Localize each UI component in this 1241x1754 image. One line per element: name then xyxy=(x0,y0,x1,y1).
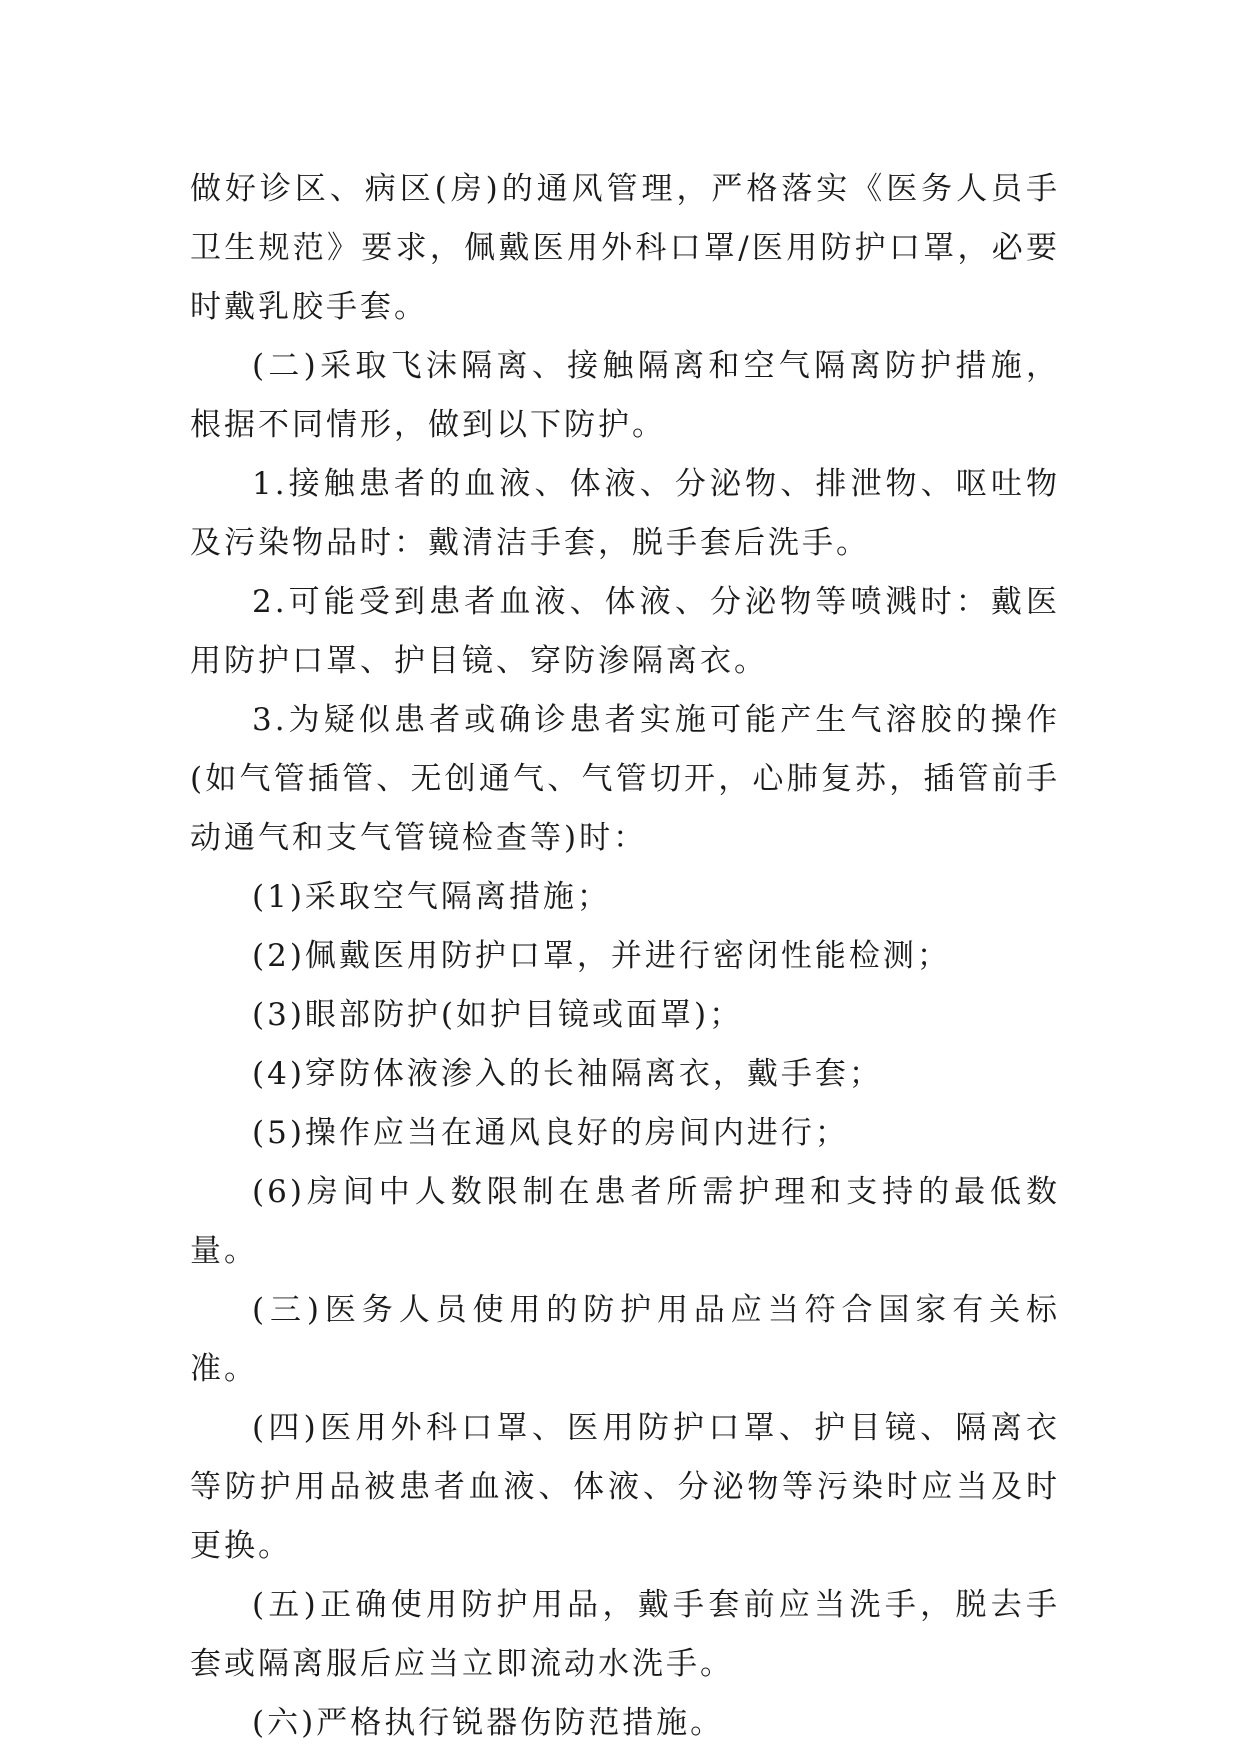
paragraph: (三)医务人员使用的防护用品应当符合国家有关标准。 xyxy=(190,1292,1060,1387)
paragraph: (二)采取飞沫隔离、接触隔离和空气隔离防护措施，根据不同情形，做到以下防护。 xyxy=(190,348,1060,443)
paragraph: (4)穿防体液渗入的长袖隔离衣，戴手套； xyxy=(252,1056,883,1092)
paragraph: (五)正确使用防护用品，戴手套前应当洗手，脱去手套或隔离服后应当立即流动水洗手。 xyxy=(190,1587,1060,1682)
paragraph: (四)医用外科口罩、医用防护口罩、护目镜、隔离衣等防护用品被患者血液、体液、分泌物等污染时应当及时更换。 xyxy=(190,1410,1060,1564)
paragraph: (六)严格执行锐器伤防范措施。 xyxy=(252,1705,725,1741)
paragraph: (2)佩戴医用防护口罩，并进行密闭性能检测； xyxy=(252,938,951,974)
paragraph: (1)采取空气隔离措施； xyxy=(252,879,611,915)
document-body xyxy=(190,160,1060,1753)
paragraph: 3.为疑似患者或确诊患者实施可能产生气溶胶的操作(如气管插管、无创通气、气管切开，心肺复苏，插管前手动通气和支气管镜检查等)时： xyxy=(190,702,1060,856)
paragraph: 2.可能受到患者血液、体液、分泌物等喷溅时：戴医用防护口罩、护目镜、穿防渗隔离衣。 xyxy=(190,584,1060,679)
paragraph: (3)眼部防护(如护目镜或面罩)； xyxy=(252,997,744,1033)
paragraph: 1.接触患者的血液、体液、分泌物、排泄物、呕吐物及污染物品时：戴清洁手套，脱手套后洗手。 xyxy=(190,466,1060,561)
paragraph: (5)操作应当在通风良好的房间内进行； xyxy=(252,1115,849,1151)
paragraph: (6)房间中人数限制在患者所需护理和支持的最低数量。 xyxy=(190,1174,1060,1269)
paragraph: 做好诊区、病区(房)的通风管理，严格落实《医务人员手卫生规范》要求，佩戴医用外科口罩/医用防护口罩，必要时戴乳胶手套。 xyxy=(190,171,1060,325)
